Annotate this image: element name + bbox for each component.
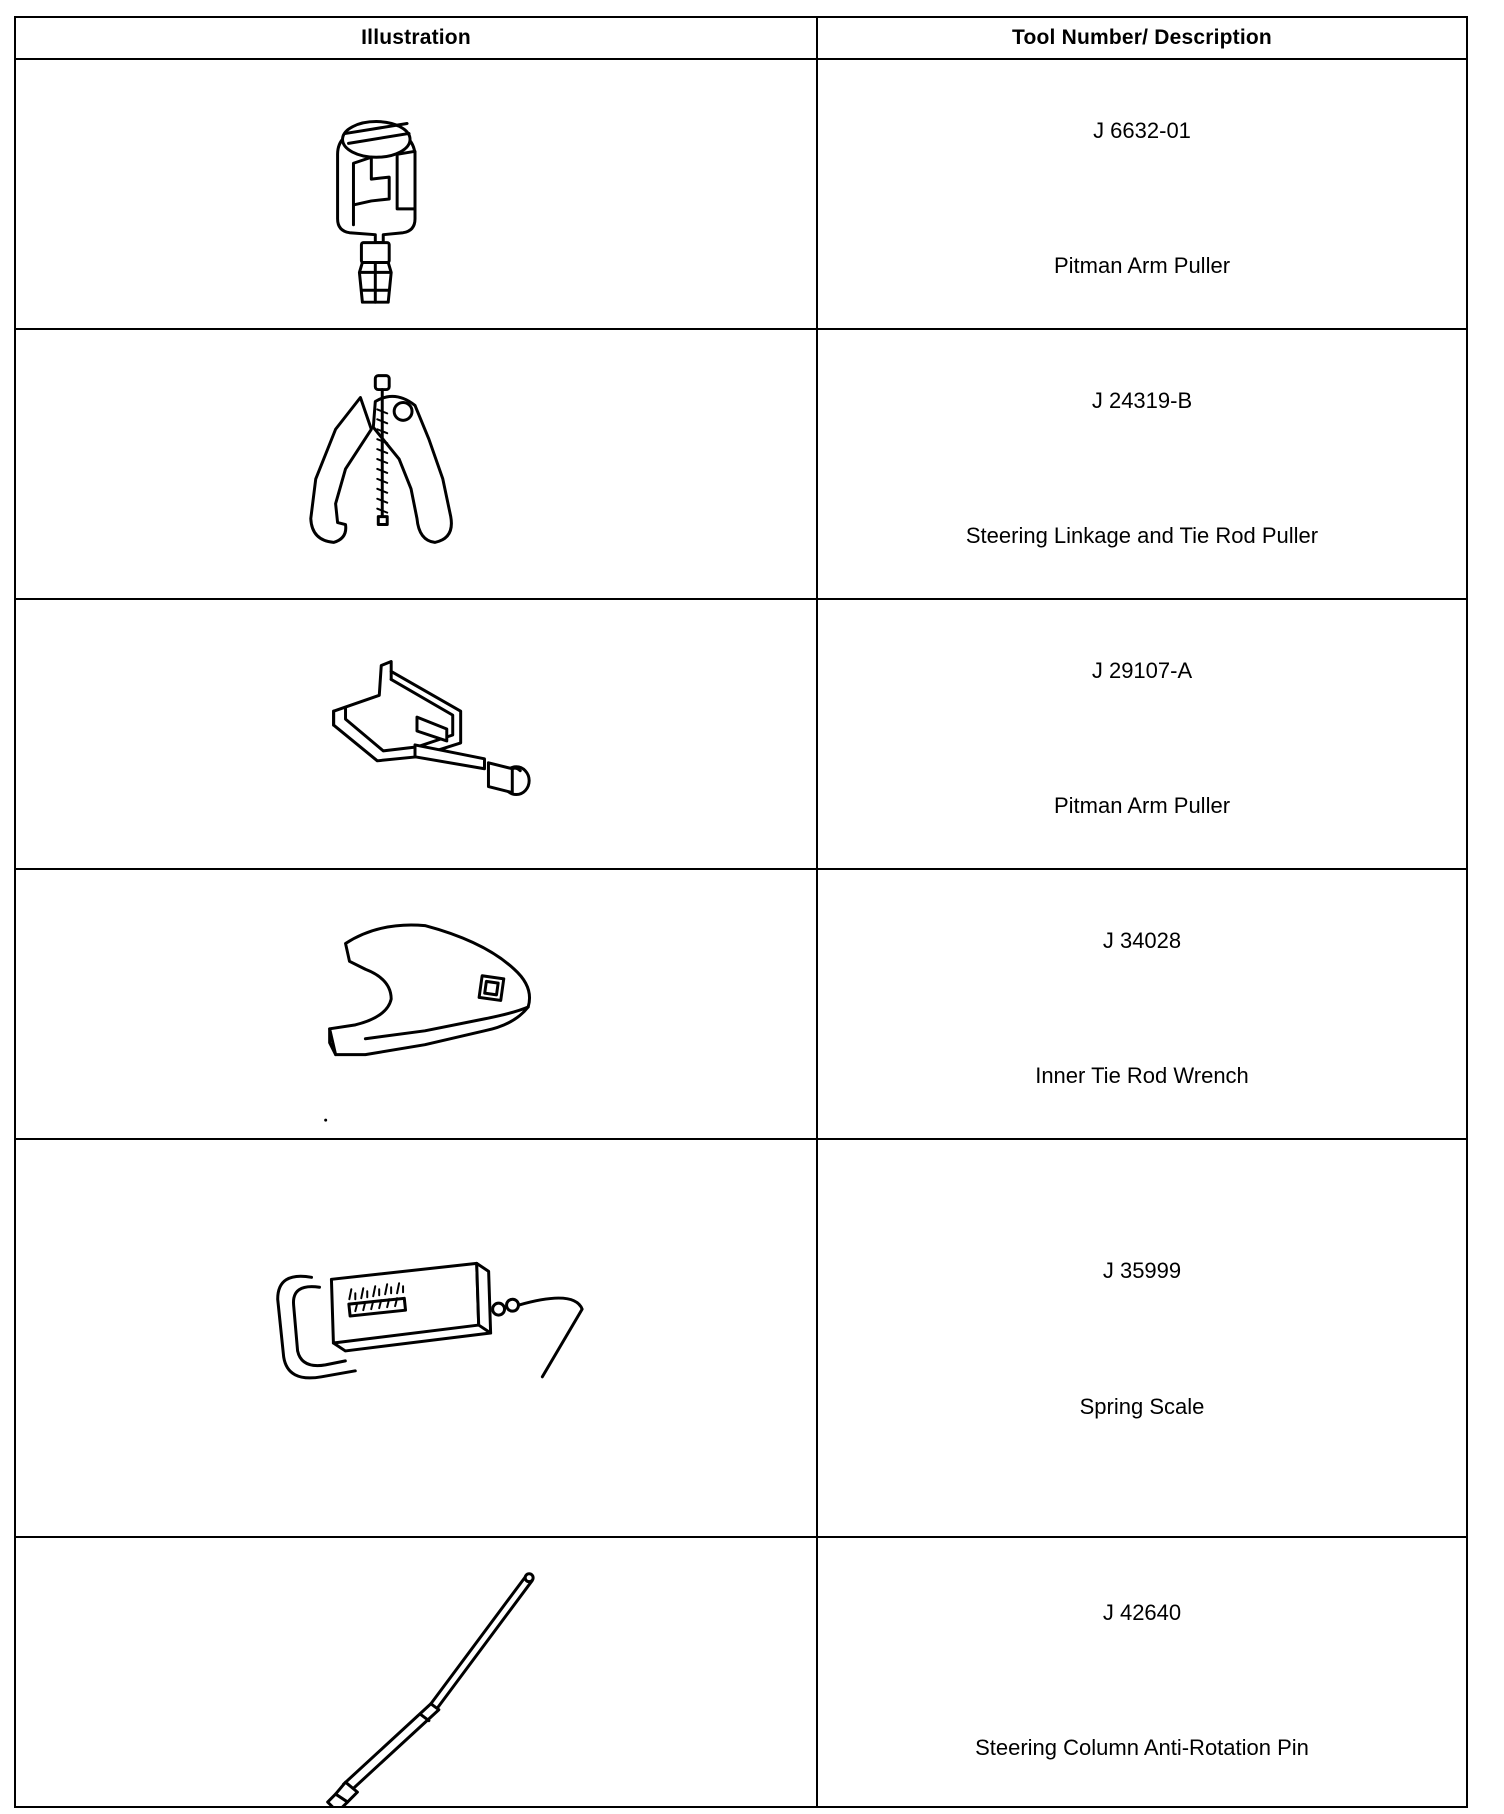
table-row (15, 1139, 1467, 1537)
tool-description: Steering Linkage and Tie Rod Puller (965, 523, 1319, 548)
illustration-cell (15, 329, 817, 599)
tool-number: J 42640 (1102, 1600, 1182, 1625)
table-row (15, 329, 1467, 599)
illustration-cell (15, 1537, 817, 1807)
table-header-row (15, 17, 1467, 59)
tool-cell (817, 869, 1467, 1139)
tool-description: Spring Scale (1079, 1394, 1205, 1419)
tool-number: J 24319-B (1091, 388, 1193, 413)
tool-cell (817, 1139, 1467, 1537)
table-row (15, 599, 1467, 869)
tool-cell (817, 599, 1467, 869)
tool-number: J 29107-A (1091, 658, 1193, 683)
table-row (15, 869, 1467, 1139)
tool-cell (817, 329, 1467, 599)
tool-cell (817, 1537, 1467, 1807)
illustration-cell (15, 869, 817, 1139)
tool-number: J 6632-01 (1093, 118, 1191, 143)
spring-scale-icon (16, 1140, 816, 1536)
special-tools-table (14, 16, 1468, 1808)
illustration-cell (15, 1139, 817, 1537)
tie-rod-puller-icon (16, 330, 816, 598)
tool-header: Tool Number/ Description (817, 17, 1467, 59)
tie-rod-wrench-icon (16, 870, 816, 1138)
table-row (15, 59, 1467, 329)
illustration-cell (15, 59, 817, 329)
tool-description: Pitman Arm Puller (1053, 793, 1231, 818)
tool-number: J 35999 (1102, 1258, 1182, 1283)
tool-description: Pitman Arm Puller (1053, 253, 1231, 278)
illustration-header: Illustration (15, 17, 817, 59)
anti-rotation-pin-icon (16, 1538, 816, 1806)
pitman-arm-puller-icon (16, 60, 816, 328)
illustration-cell (15, 599, 817, 869)
pitman-arm-puller-yoke-icon (16, 600, 816, 868)
tool-cell (817, 59, 1467, 329)
tool-description: Inner Tie Rod Wrench (1035, 1063, 1249, 1088)
tool-number: J 34028 (1102, 928, 1182, 953)
table-row (15, 1537, 1467, 1807)
tool-description: Steering Column Anti-Rotation Pin (975, 1735, 1309, 1760)
